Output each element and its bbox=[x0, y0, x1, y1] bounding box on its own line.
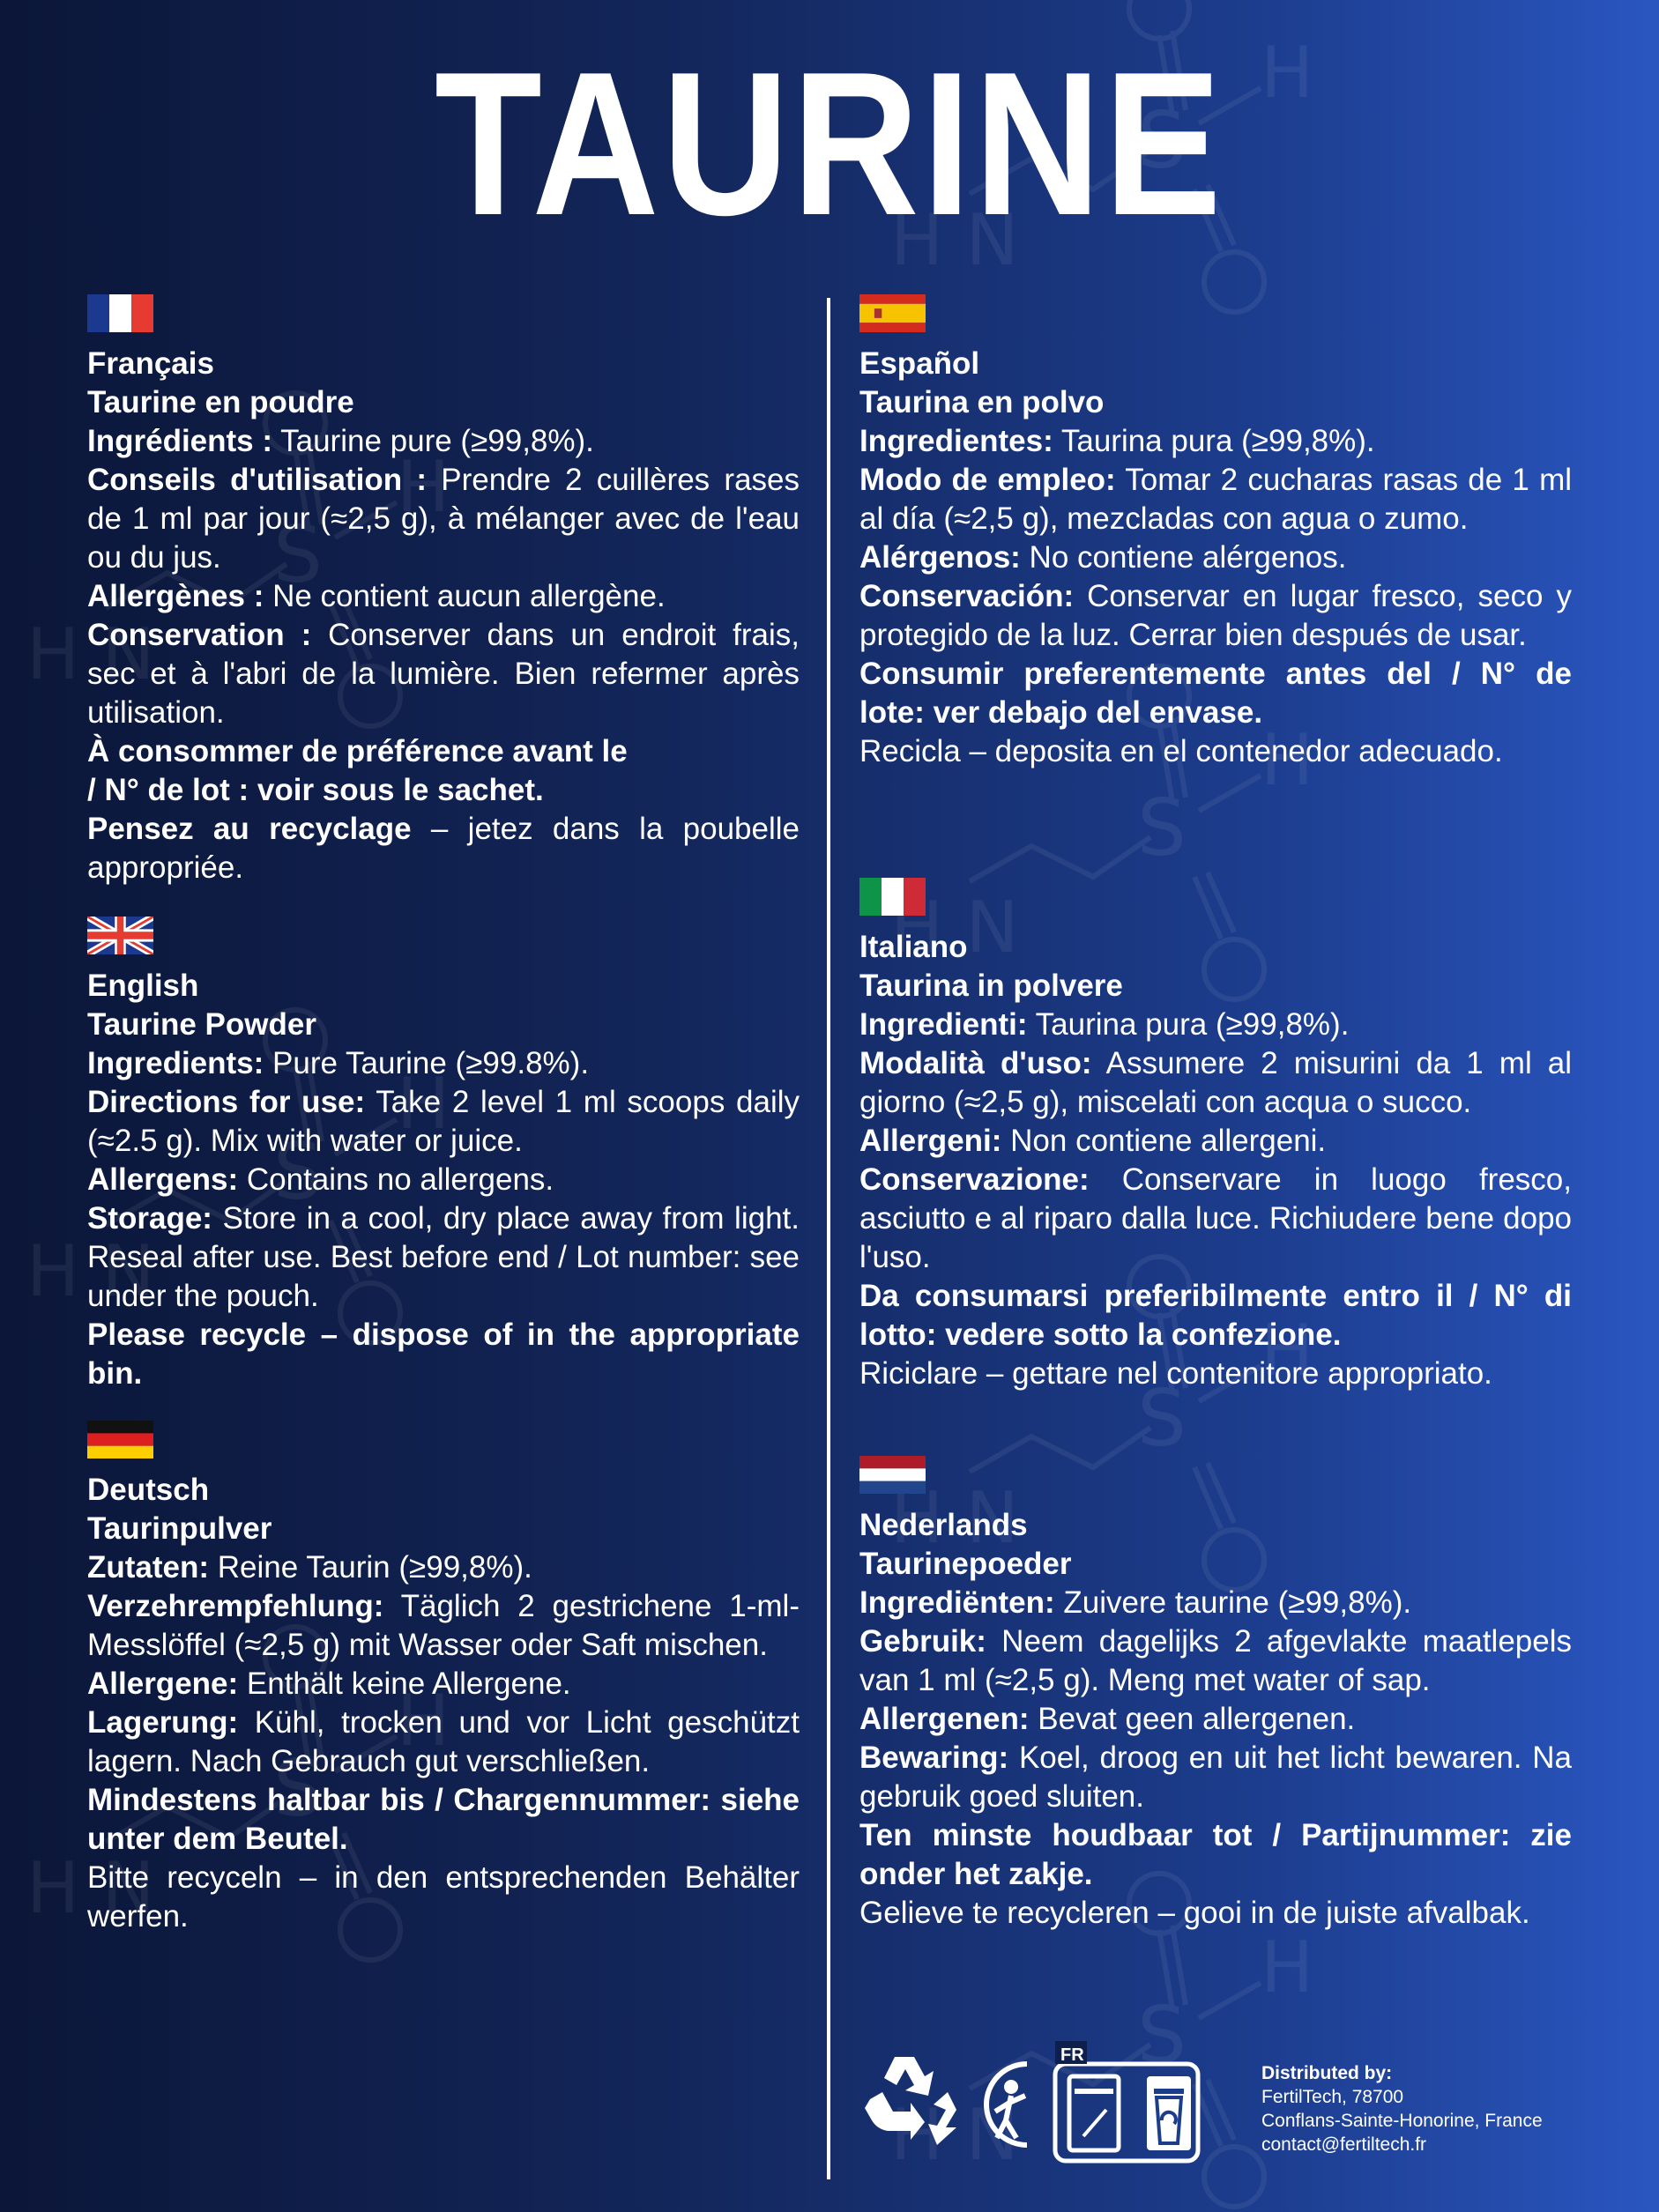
storage-line bbox=[859, 577, 1572, 655]
molecule-watermark: S H H N bbox=[0, 0, 1659, 2212]
allergens-line bbox=[859, 1122, 1572, 1161]
directions-line bbox=[859, 1622, 1572, 1700]
storage-text: Koel, droog en uit het licht bewaren. Na gebruik goed sluiten. bbox=[859, 1741, 1572, 1814]
allergens-text: Ne contient aucun allergène. bbox=[264, 579, 666, 613]
allergens-text: No contiene alérgenos. bbox=[1020, 540, 1347, 575]
ingredients-text: Pure Taurine (≥99.8%). bbox=[264, 1046, 590, 1080]
directions-label: Verzehrempfehlung: bbox=[87, 1589, 384, 1623]
recycle-line: Please recycle – dispose of in the appropriate bin. bbox=[87, 1318, 800, 1391]
storage-line bbox=[87, 616, 800, 732]
recycle-label: Pensez au recyclage bbox=[87, 812, 412, 846]
distributor-email: contact@fertiltech.fr bbox=[1261, 2134, 1427, 2155]
allergens-text: Contains no allergens. bbox=[238, 1162, 554, 1197]
allergens-label: Allergene: bbox=[87, 1666, 239, 1701]
directions-line bbox=[859, 1044, 1572, 1122]
allergens-label: Allergenen: bbox=[859, 1702, 1030, 1736]
section-italian bbox=[859, 878, 1572, 1393]
distributor-company: FertilTech, 78700 bbox=[1261, 2087, 1404, 2107]
directions-text: Tomar 2 cucharas rasas de 1 ml al día (≈2,5 g), mezcladas con agua o zumo. bbox=[859, 463, 1572, 536]
nl-flag-icon bbox=[859, 1456, 926, 1494]
allergens-line bbox=[87, 577, 800, 616]
directions-line bbox=[87, 461, 800, 577]
allergens-line bbox=[859, 538, 1572, 577]
allergens-text: Non contiene allergeni. bbox=[1001, 1124, 1327, 1158]
section-french bbox=[87, 294, 800, 887]
product-name: Taurina in polvere bbox=[859, 969, 1123, 1003]
product-name: Taurinpulver bbox=[87, 1511, 272, 1546]
allergens-text: Bevat geen allergenen. bbox=[1029, 1702, 1356, 1736]
directions-text: Neem dagelijks 2 afgevlakte maatlepels van 1 ml (≈2,5 g). Meng met water of sap. bbox=[859, 1624, 1572, 1697]
storage-line bbox=[87, 1199, 800, 1316]
recycle-line: Bitte recyceln – in den entsprechenden Behälter werfen. bbox=[87, 1860, 800, 1934]
distributor-info bbox=[1261, 2061, 1543, 2156]
ingredients-line bbox=[859, 1006, 1572, 1044]
language-name: Français bbox=[87, 346, 214, 381]
es-flag-icon bbox=[859, 294, 926, 332]
ingredients-label: Ingredientes: bbox=[859, 424, 1053, 458]
storage-text: Conservar en lugar fresco, seco y protegido de la luz. Cerrar bien después de usar. bbox=[859, 579, 1572, 652]
directions-label: Conseils d'utilisation : bbox=[87, 463, 428, 497]
storage-text: Kühl, trocken und vor Licht geschützt lagern. Nach Gebrauch gut verschließen. bbox=[87, 1705, 800, 1778]
best-before-line: Ten minste houdbaar tot / Partijnummer: zie onder het zakje. bbox=[859, 1818, 1572, 1891]
storage-label: Storage: bbox=[87, 1201, 212, 1236]
directions-text: Assumere 2 misurini da 1 ml al giorno (≈2,5 g), miscelati con acqua o succo. bbox=[859, 1046, 1572, 1119]
recycle-icon bbox=[865, 2057, 956, 2145]
allergens-label: Allergènes : bbox=[87, 579, 264, 613]
triman-country-code: FR bbox=[1060, 2045, 1084, 2065]
storage-text: Conserver dans un endroit frais, sec et à l'abri de la lumière. Bien refermer après utilisation. bbox=[87, 618, 800, 730]
gb-flag-icon bbox=[87, 917, 153, 954]
directions-label: Directions for use: bbox=[87, 1085, 366, 1119]
directions-line bbox=[859, 461, 1572, 538]
section-spanish bbox=[859, 294, 1572, 771]
storage-label: Conservazione: bbox=[859, 1162, 1090, 1197]
column-divider bbox=[827, 298, 830, 2179]
storage-text: Store in a cool, dry place away from light. Reseal after use. Best before end / Lot number: see under the pouch. bbox=[87, 1201, 800, 1313]
ingredients-line bbox=[859, 1584, 1572, 1622]
directions-text: Täglich 2 gestrichene 1-ml-Messlöffel (≈2,5 g) mit Wasser oder Saft mischen. bbox=[87, 1589, 800, 1662]
ingredients-line bbox=[87, 422, 800, 461]
de-flag-icon bbox=[87, 1421, 153, 1459]
storage-label: Conservation : bbox=[87, 618, 312, 652]
ingredients-label: Ingredients: bbox=[87, 1046, 264, 1080]
language-name: English bbox=[87, 969, 199, 1003]
best-before-line: Mindestens haltbar bis / Chargennummer: siehe unter dem Beutel. bbox=[87, 1783, 800, 1856]
section-english bbox=[87, 917, 800, 1393]
best-before-line: À consommer de préférence avant le bbox=[87, 734, 628, 768]
ingredients-label: Ingrédients : bbox=[87, 424, 273, 458]
directions-label: Gebruik: bbox=[859, 1624, 986, 1659]
allergens-line bbox=[87, 1665, 800, 1704]
storage-line bbox=[87, 1704, 800, 1781]
recycle-line bbox=[87, 810, 800, 887]
directions-line bbox=[87, 1587, 800, 1665]
page-title: TAURINE bbox=[434, 30, 1225, 258]
recycle-line: Gelieve te recycleren – gooi in de juiste afvalbak. bbox=[859, 1896, 1530, 1930]
section-german bbox=[87, 1421, 800, 1936]
directions-label: Modalità d'uso: bbox=[859, 1046, 1092, 1080]
language-name: Español bbox=[859, 346, 980, 381]
product-name: Taurina en polvo bbox=[859, 385, 1105, 419]
triman-icon bbox=[986, 2064, 1027, 2145]
allergens-label: Allergens: bbox=[87, 1162, 239, 1197]
storage-label: Bewaring: bbox=[859, 1741, 1009, 1775]
footer-icons bbox=[859, 2041, 1230, 2164]
fr-flag-icon bbox=[87, 294, 153, 332]
recycle-line: Riciclare – gettare nel contenitore appropriato. bbox=[859, 1356, 1492, 1391]
directions-label: Modo de empleo: bbox=[859, 463, 1116, 497]
ingredients-text: Zuivere taurine (≥99,8%). bbox=[1054, 1585, 1412, 1620]
ingredients-label: Ingredienti: bbox=[859, 1007, 1028, 1042]
lot-number-line: / N° de lot : voir sous le sachet. bbox=[87, 773, 544, 807]
ingredients-text: Taurine pure (≥99,8%). bbox=[272, 424, 594, 458]
ingredients-text: Reine Taurin (≥99,8%). bbox=[209, 1550, 532, 1585]
ingredients-label: Ingrediënten: bbox=[859, 1585, 1055, 1620]
section-dutch bbox=[859, 1456, 1572, 1933]
distributor-address: Conflans-Sainte-Honorine, France bbox=[1261, 2111, 1543, 2131]
allergens-label: Alérgenos: bbox=[859, 540, 1021, 575]
directions-line bbox=[87, 1083, 800, 1161]
product-name: Taurinepoeder bbox=[859, 1547, 1072, 1581]
it-flag-icon bbox=[859, 878, 926, 916]
ingredients-text: Taurina pura (≥99,8%). bbox=[1027, 1007, 1350, 1042]
storage-label: Conservación: bbox=[859, 579, 1075, 613]
distributed-by-label: Distributed by: bbox=[1261, 2063, 1393, 2083]
ingredients-line bbox=[859, 422, 1572, 461]
storage-line bbox=[859, 1739, 1572, 1816]
best-before-line: Da consumarsi preferibilmente entro il / N° di lotto: vedere sotto la confezione. bbox=[859, 1279, 1572, 1352]
allergens-line bbox=[87, 1161, 800, 1199]
language-name: Deutsch bbox=[87, 1473, 210, 1507]
allergens-label: Allergeni: bbox=[859, 1124, 1002, 1158]
directions-text: Take 2 level 1 ml scoops daily (≈2.5 g). Mix with water or juice. bbox=[87, 1085, 800, 1158]
language-name: Nederlands bbox=[859, 1508, 1028, 1542]
allergens-text: Enthält keine Allergene. bbox=[238, 1666, 571, 1701]
storage-line bbox=[859, 1161, 1572, 1277]
language-name: Italiano bbox=[859, 930, 968, 964]
best-before-line: Consumir preferentemente antes del / N° de lote: ver debajo del envase. bbox=[859, 657, 1572, 730]
storage-text: Conservare in luogo fresco, asciutto e al riparo dalla luce. Richiudere bene dopo l'uso. bbox=[859, 1162, 1572, 1274]
recycle-line: Recicla – deposita en el contenedor adecuado. bbox=[859, 734, 1503, 768]
directions-text: Prendre 2 cuillères rases de 1 ml par jour (≈2,5 g), à mélanger avec de l'eau ou du jus. bbox=[87, 463, 800, 575]
allergens-line bbox=[859, 1700, 1572, 1739]
storage-label: Lagerung: bbox=[87, 1705, 239, 1740]
product-name: Taurine en poudre bbox=[87, 385, 354, 419]
ingredients-text: Taurina pura (≥99,8%). bbox=[1053, 424, 1375, 458]
ingredients-label: Zutaten: bbox=[87, 1550, 210, 1585]
ingredients-line bbox=[87, 1044, 800, 1083]
product-name: Taurine Powder bbox=[87, 1007, 316, 1042]
recycle-text: – jetez dans la poubelle appropriée. bbox=[87, 812, 800, 885]
ingredients-line bbox=[87, 1548, 800, 1587]
